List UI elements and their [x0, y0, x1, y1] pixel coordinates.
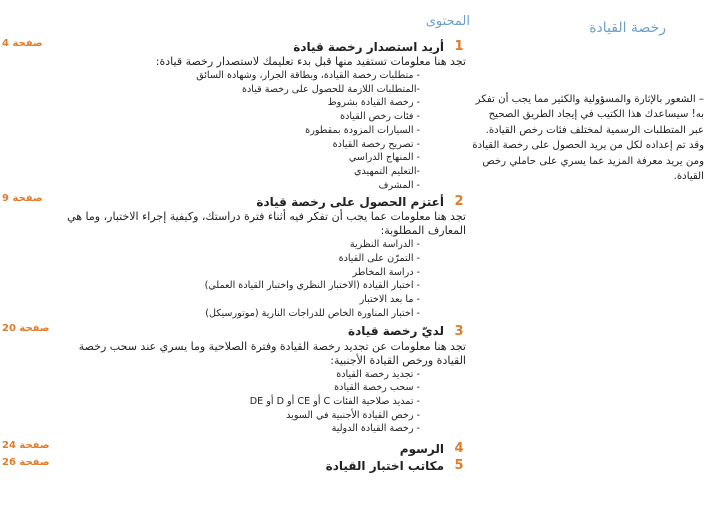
- section-number: 2: [454, 194, 464, 210]
- list-item: -المتطلبات اللازمة للحصول على رخصة قيادة: [241, 83, 420, 95]
- intro-paragraph: – الشعور بالإثارة والمسؤولية والكثير مما يجب أن تفكر به! سيساعدك هذا الكتيب في إيجاد الطريق الصحيح عبر المتطلبات الرسمية لمختلف فئات رخص القيادة. وقد تم إعداده لكل من يريد الحصول على رخصة القيادة ومن يريد معرفة المزيد عما يسري على حاملي رخص القيادة.: [472, 94, 704, 183]
- page-reference: صفحة 9: [2, 193, 43, 205]
- list-item: -التعليم التمهيدي: [354, 165, 420, 177]
- page-reference: صفحة 24: [2, 440, 50, 452]
- list-item: - تمديد صلاحية الفئات C أو CE أو D أو DE: [249, 395, 420, 407]
- page-reference: صفحة 26: [2, 457, 50, 469]
- section-number: 1: [454, 39, 464, 54]
- page-reference: صفحة 4: [2, 38, 43, 49]
- section-items: [52, 69, 468, 192]
- list-item: - المنهاج الدراسي: [348, 152, 420, 164]
- list-item: - السيارات المزودة بمقطورة: [305, 124, 420, 136]
- section-1: [2, 38, 468, 192]
- section-description: تجد هنا معلومات عما يجب أن تفكر فيه أثناء فترة دراستك، وكيفية إجراء الاختبار، وما هي المعارف المطلوبة:: [67, 210, 466, 238]
- section-number: 5: [454, 458, 464, 474]
- section-title[interactable]: الرسوم: [399, 441, 444, 456]
- section-header[interactable]: [2, 193, 468, 210]
- section-2: [2, 193, 468, 320]
- section-header[interactable]: [2, 457, 468, 474]
- list-item: - رخصة القيادة الدولية: [331, 423, 420, 435]
- page-reference: صفحة 20: [2, 322, 50, 334]
- section-title[interactable]: أريد استصدار رخصة قيادة: [293, 39, 444, 54]
- section-title[interactable]: أعتزم الحصول على رخصة قيادة: [256, 194, 444, 209]
- list-item: - رخص القيادة الأجنبية في السويد: [286, 409, 420, 421]
- list-item: - التمرّن على القيادة: [338, 253, 420, 265]
- list-item: - تجديد رخصة القيادة: [336, 368, 420, 380]
- list-item: - ما بعد الاختبار: [359, 294, 420, 306]
- list-item: - فئات رخص القيادة: [340, 111, 420, 123]
- section-5: [2, 457, 468, 474]
- list-item: - المشرف: [378, 179, 420, 191]
- section-number: 4: [454, 441, 464, 457]
- contents-title: المحتوى: [425, 14, 470, 29]
- list-item: - تصريح رخصة القيادة: [332, 138, 420, 150]
- section-items: [52, 238, 468, 320]
- section-description: تجد هنا معلومات عن تجديد رخصة القيادة وفترة الصلاحية وما يسري عند سحب رخصة القيادة ورخص القيادة الأجنبية:: [78, 339, 466, 367]
- section-3: [2, 322, 468, 437]
- section-title[interactable]: مكاتب اختبار القيادة: [325, 458, 444, 473]
- section-description: تجد هنا معلومات تستفيد منها قبل بدء تعليمك لاستصدار رخصة قيادة:: [155, 55, 466, 68]
- list-item: - سحب رخصة القيادة: [334, 382, 420, 394]
- section-items: [52, 368, 468, 437]
- list-item: - رخصة القيادة بشروط: [327, 97, 420, 109]
- section-header[interactable]: [2, 322, 468, 340]
- list-item: - متطلبات رخصة القيادة، وبطاقة الجرار، وشهادة السائق: [196, 70, 420, 81]
- section-number: 3: [454, 323, 464, 339]
- list-item: - اختبار المناورة الخاص للدراجات النارية (موتورسيكل): [205, 307, 420, 319]
- section-title[interactable]: لديّ رخصة قيادة: [348, 324, 444, 339]
- list-item: - الدراسة النظرية: [349, 239, 420, 251]
- list-item: - دراسة المخاطر: [352, 266, 420, 278]
- sidebar-title: رخصة القيادة: [589, 20, 666, 36]
- list-item: - اختبار القيادة (الاختبار النظري واختبار القيادة العملي): [204, 280, 420, 292]
- section-header[interactable]: [2, 440, 468, 457]
- table-of-contents: [2, 36, 468, 474]
- section-header[interactable]: [2, 38, 468, 55]
- section-4: [2, 440, 468, 457]
